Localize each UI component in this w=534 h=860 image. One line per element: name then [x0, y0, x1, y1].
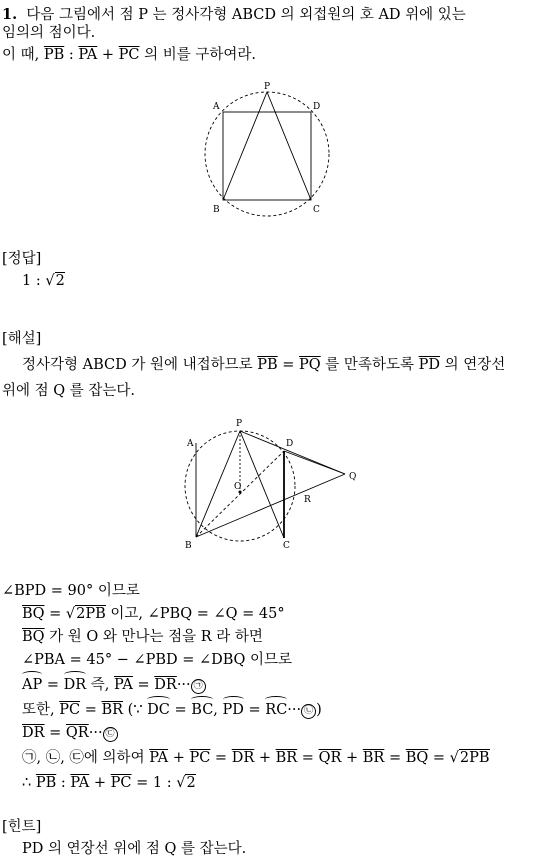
label-a: A	[213, 102, 220, 112]
step-7: $\overline{DR} = \overline{QR}\cdot\cdot\cdot$ ㉢	[22, 724, 118, 742]
hint-text: PD 의 연장선 위에 점 Q 를 잡는다.	[22, 841, 247, 857]
label-o: O	[234, 482, 242, 492]
circled-3: ㉢	[103, 727, 118, 742]
label-c2: C	[283, 541, 290, 551]
label-c: C	[313, 205, 320, 215]
label-a2: A	[187, 439, 194, 449]
label-r: R	[304, 495, 311, 505]
label-p: P	[264, 82, 271, 92]
explanation-line-2: 위에 점 Q 를 잡는다.	[2, 383, 135, 399]
label-d: D	[313, 102, 321, 112]
problem-number: 1.	[2, 6, 18, 23]
problem-line-1: 1. 다음 그림에서 점 P 는 정사각형 ABCD 의 외접원의 호 AD 위에 있는	[2, 6, 466, 23]
circled-2: ㉡	[301, 704, 316, 719]
explanation-heading: [해설]	[2, 331, 42, 347]
step-5: AP = DR 즉, $\overline{PA} = \overline{DR}\cdot\cdot\cdot$ ㉠	[22, 676, 206, 694]
segment-pc	[267, 92, 311, 200]
step-4: ∠PBA = 45° − ∠PBD = ∠DBQ 이므로	[22, 652, 292, 668]
step-2: $\overline{BQ} = √2PB$ 이고, ∠PBQ = ∠Q = 45°	[22, 606, 285, 622]
segment-pc2	[240, 431, 284, 538]
label-d2: D	[286, 439, 294, 449]
step-1: ∠BPD = 90° 이므로	[2, 583, 140, 599]
step-6: 또한, $\overline{PC} = \overline{BR}$ (∵ DC = BC, PD = RC··· ㉡ )	[22, 702, 322, 718]
square-abcd	[223, 112, 311, 200]
answer-value: 1 : √2	[22, 273, 65, 289]
problem-line-2: 임의의 점이다.	[2, 25, 96, 41]
explanation-line-1: 정사각형 ABCD 가 원에 내접하므로 $\overline{PB} = \overline{PQ}$ 를 만족하도록 $\overline{PD}$ 의 연장선	[22, 357, 506, 373]
segment-pq	[240, 431, 345, 474]
label-p2: P	[236, 419, 243, 429]
problem-line-3: 이 때, $\overline{PB}$ : $\overline{PA} + \overline{PC}$ 의 비를 구하여라.	[2, 47, 257, 63]
hint-heading: [힌트]	[2, 819, 42, 835]
step-3: $\overline{BQ}$ 가 원 O 와 만나는 점을 R 라 하면	[22, 629, 263, 645]
segment-pb	[223, 92, 267, 200]
label-q: Q	[349, 472, 357, 482]
label-b: B	[213, 205, 220, 215]
figure-2	[185, 431, 345, 541]
circled-1: ㉠	[191, 679, 206, 694]
segment-dq	[284, 451, 345, 474]
step-8: ㉠, ㉡, ㉢에 의하여 $\overline{PA} + \overline{PC} = \overline{DR} + \overline{BR} = \overline{QR} + \overline{BR} = \overline{BQ} = √2PB$	[22, 750, 490, 766]
answer-heading: [정답]	[2, 251, 42, 267]
step-9: ∴ $\overline{PB}$ : $\overline{PA} + \overline{PC} = 1$ : √2	[22, 775, 196, 791]
label-b2: B	[185, 541, 192, 551]
